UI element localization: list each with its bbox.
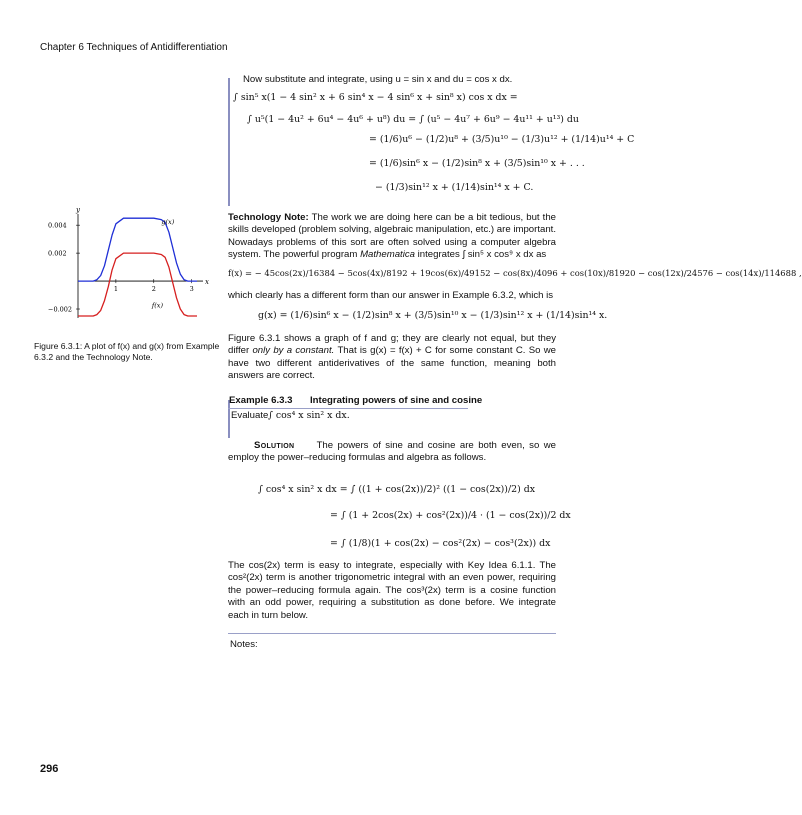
notes-rule (228, 633, 556, 634)
tech-note-conclusion (228, 333, 556, 383)
series-line-fx (78, 253, 197, 316)
x-tick-label: 3 (189, 285, 194, 294)
page-number: 296 (40, 763, 59, 775)
figure-plot (34, 204, 214, 329)
mathematica-formula: f(x) = − 45cos(2x)/16384 − 5cos(4x)/8192 + 19cos(6x)/49152 − cos(8x)/4096 + cos(10x)/81920 − cos(12x)/24576 − cos(14x)/114688 , (228, 268, 802, 278)
evaluate-label: Evaluate (231, 410, 269, 421)
y-tick-label: 0.004 (48, 221, 67, 230)
tech-note-label: Technology Note: (228, 212, 309, 223)
x-axis-label: x (205, 278, 209, 287)
g-formula: g(x) = (1/6)sin⁶ x − (1/2)sin⁸ x + (3/5)sin¹⁰ x − (1/3)sin¹² x + (1/14)sin¹⁴ x. (258, 310, 608, 321)
solution-text: The powers of sine and cosine are both even, so we employ the power–reducing formulas and algebra as follows. (228, 440, 557, 464)
tech-note-text-4a: Figure 6.3.1 shows a graph of f and g; they are clearly not equal, but they differ (228, 333, 556, 357)
series-label-fx: f(x) (151, 301, 164, 310)
figure-caption: Figure 6.3.1: A plot of f(x) and g(x) from Example 6.3.2 and the Technology Note. (34, 341, 220, 362)
tech-note-text-2: integrates ∫ sin⁵ x cos⁹ x dx as (417, 249, 547, 261)
eq-line-2: = ∫ (1 + 2cos(2x) + cos²(2x))/4 · (1 − cos(2x))/2 dx (330, 510, 571, 521)
solution-paragraph (228, 440, 556, 465)
example-underline (228, 408, 468, 409)
tech-note-paragraph (228, 212, 556, 262)
solution-label: Solution (254, 440, 295, 451)
closing-paragraph: The cos(2x) term is easy to integrate, especially with Key Idea 6.1.1. The cos²(2x) term is another trigonometric integral with an even power, requiring the power–reducing formula again. The cos³(2x) term is a cosine function with an odd power, requiring a substitution as done before. We integrate each in turn below. (228, 560, 556, 621)
y-tick-label: 0.002 (48, 249, 67, 258)
example-number: Example 6.3.3 (229, 395, 293, 406)
series-label-gx: g(x) (161, 217, 175, 226)
eq-line-3: = ∫ (1/8)(1 + cos(2x) − cos²(2x) − cos³(2x)) dx (330, 538, 551, 549)
program-name: Mathematica (360, 249, 415, 261)
example-title: Integrating powers of sine and cosine (310, 395, 483, 406)
chapter-header: Chapter 6 Techniques of Antidifferentiation (40, 42, 228, 53)
margin-rule-top (228, 78, 230, 206)
math-line-3: = (1/6)u⁶ − (1/2)u⁸ + (3/5)u¹⁰ − (1/3)u¹² + (1/14)u¹⁴ + C (369, 134, 635, 145)
tech-note-text-4c: That is g(x) = f(x) + C for some constant C. So we have two different antiderivatives of the same function, meaning both answers are correct. (228, 345, 557, 382)
substitution-intro: Now substitute and integrate, using u = sin x and du = cos x dx. (243, 74, 513, 85)
eq-line-1: ∫ cos⁴ x sin² x dx = ∫ ((1 + cos(2x))/2)² ((1 − cos(2x))/2) dx (258, 484, 536, 495)
math-line-5: − (1/3)sin¹² x + (1/14)sin¹⁴ x + C. (375, 182, 534, 193)
x-tick-label: 2 (151, 285, 156, 294)
tech-note-text-1: The work we are doing here can be a bit tedious, but the skills developed (problem solving, algebraic manipulation, etc.) are important. Nowadays problems of this sort are often solved using a computer algebra system. The powerful program (228, 212, 556, 261)
math-line-4: = (1/6)sin⁶ x − (1/2)sin⁸ x + (3/5)sin¹⁰ x + . . . (369, 158, 585, 169)
math-line-1: ∫ sin⁵ x(1 − 4 sin² x + 6 sin⁴ x − 4 sin⁶ x + sin⁸ x) cos x dx = (233, 92, 518, 103)
tech-note-emphasis: only by a constant. (252, 345, 335, 357)
tech-note-text-3: which clearly has a different form than our answer in Example 6.3.2, which is (228, 290, 554, 301)
y-axis-label: y (76, 206, 80, 214)
example-integral: ∫ cos⁴ x sin² x dx. (268, 410, 350, 421)
y-tick-label: −0.002 (48, 305, 73, 314)
notes-label: Notes: (230, 639, 258, 650)
x-tick-label: 1 (113, 285, 119, 294)
math-line-2: ∫ u⁵(1 − 4u² + 6u⁴ − 4u⁶ + u⁸) du = ∫ (u⁵ − 4u⁷ + 6u⁹ − 4u¹¹ + u¹³) du (247, 114, 579, 125)
series-line-gx (78, 218, 197, 281)
